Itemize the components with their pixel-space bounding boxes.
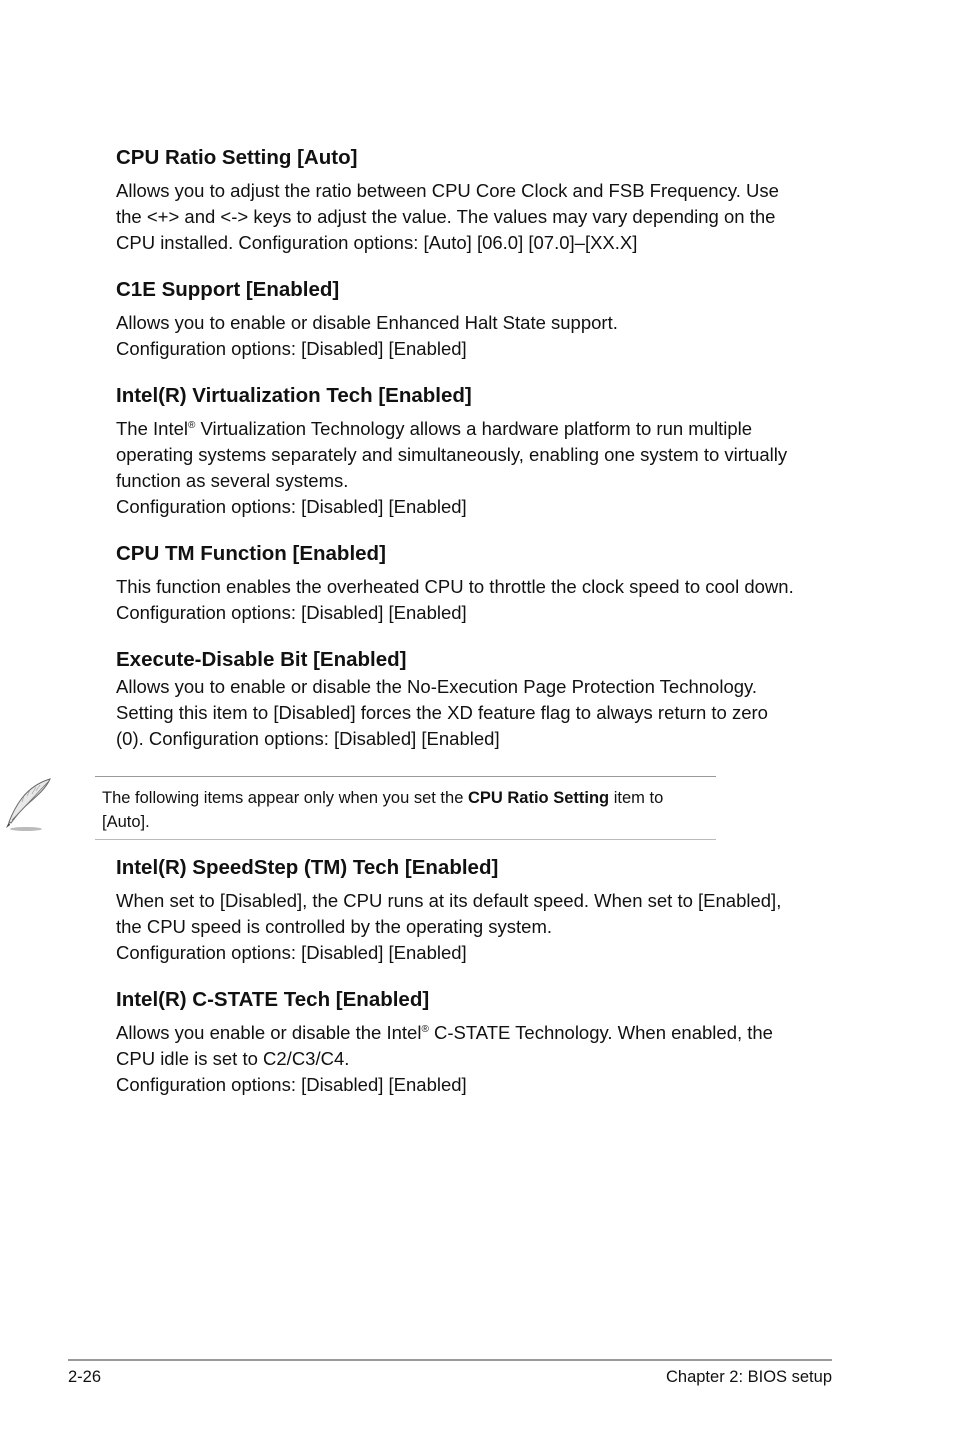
section-heading: Intel(R) C-STATE Tech [Enabled]: [116, 988, 430, 1011]
description-line: CPU idle is set to C2/C3/C4.: [116, 1048, 350, 1069]
note-emphasis: CPU Ratio Setting: [467, 789, 610, 807]
text-fragment: Virtualization Technology allows a hardware platform to run multiple: [195, 418, 753, 439]
text-fragment: Allows you enable or disable the Intel: [116, 1022, 422, 1043]
section-c1e-support: [116, 278, 832, 362]
description-line: operating systems separately and simultaneously, enabling one system to virtually: [116, 444, 788, 465]
description-line: [116, 1020, 832, 1046]
description-line: Setting this item to [Disabled] forces the XD feature flag to always return to zero: [116, 702, 768, 723]
section-heading: C1E Support [Enabled]: [116, 278, 340, 301]
section-heading: CPU TM Function [Enabled]: [116, 542, 386, 565]
section-heading: Intel(R) Virtualization Tech [Enabled]: [116, 384, 472, 407]
note-text-fragment: The following items appear only when you set the: [102, 789, 468, 807]
footer-divider: [68, 1359, 832, 1361]
description-line: the <+> and <-> keys to adjust the value. The values may vary depending on the: [116, 206, 776, 227]
section-cpu-ratio-setting: [116, 146, 832, 256]
note-text-fragment: item to: [609, 789, 664, 807]
section-execute-disable-bit: [116, 648, 832, 752]
description-line: Configuration options: [Disabled] [Enabled]: [116, 496, 467, 517]
description-line: Allows you to enable or disable the No-Execution Page Protection Technology.: [116, 676, 758, 697]
page-number: 2-26: [68, 1368, 102, 1386]
description-line: Configuration options: [Disabled] [Enabled]: [116, 1074, 467, 1095]
description-line: (0). Configuration options: [Disabled] [Enabled]: [116, 728, 500, 749]
registered-mark: ®: [188, 419, 196, 431]
section-speedstep-tech: [116, 856, 832, 966]
document-body: [102, 146, 832, 1098]
description-line: Allows you to enable or disable Enhanced Halt State support.: [116, 312, 618, 333]
description-line: This function enables the overheated CPU to throttle the clock speed to cool down.: [116, 576, 794, 597]
text-fragment: The Intel: [116, 418, 188, 439]
description-line: Configuration options: [Disabled] [Enabled]: [116, 338, 467, 359]
description-line: CPU installed. Configuration options: [Auto] [06.0] [07.0]–[XX.X]: [116, 232, 638, 253]
description-line: Configuration options: [Disabled] [Enabled]: [116, 942, 467, 963]
description-line: When set to [Disabled], the CPU runs at its default speed. When set to [Enabled],: [116, 890, 782, 911]
registered-mark: ®: [421, 1023, 429, 1035]
description-line: the CPU speed is controlled by the operating system.: [116, 916, 553, 937]
note-text-fragment: [Auto].: [102, 813, 150, 831]
text-fragment: C-STATE Technology. When enabled, the: [428, 1022, 773, 1043]
section-heading: Intel(R) SpeedStep (TM) Tech [Enabled]: [116, 856, 499, 879]
feather-pen-icon: [0, 776, 56, 832]
chapter-title: Chapter 2: BIOS setup: [665, 1368, 832, 1386]
note-box: [95, 776, 716, 840]
section-c-state-tech: [116, 988, 832, 1098]
description-line: Allows you to adjust the ratio between CPU Core Clock and FSB Frequency. Use: [116, 180, 779, 201]
section-heading: Execute-Disable Bit [Enabled]: [116, 648, 407, 671]
section-heading: CPU Ratio Setting [Auto]: [116, 146, 358, 169]
note-callout: [0, 776, 832, 840]
section-virtualization-tech: [116, 384, 832, 520]
description-line: [116, 416, 832, 442]
description-line: Configuration options: [Disabled] [Enabled]: [116, 602, 467, 623]
note-text: [102, 786, 702, 834]
description-line: function as several systems.: [116, 470, 349, 491]
section-cpu-tm-function: [116, 542, 832, 626]
